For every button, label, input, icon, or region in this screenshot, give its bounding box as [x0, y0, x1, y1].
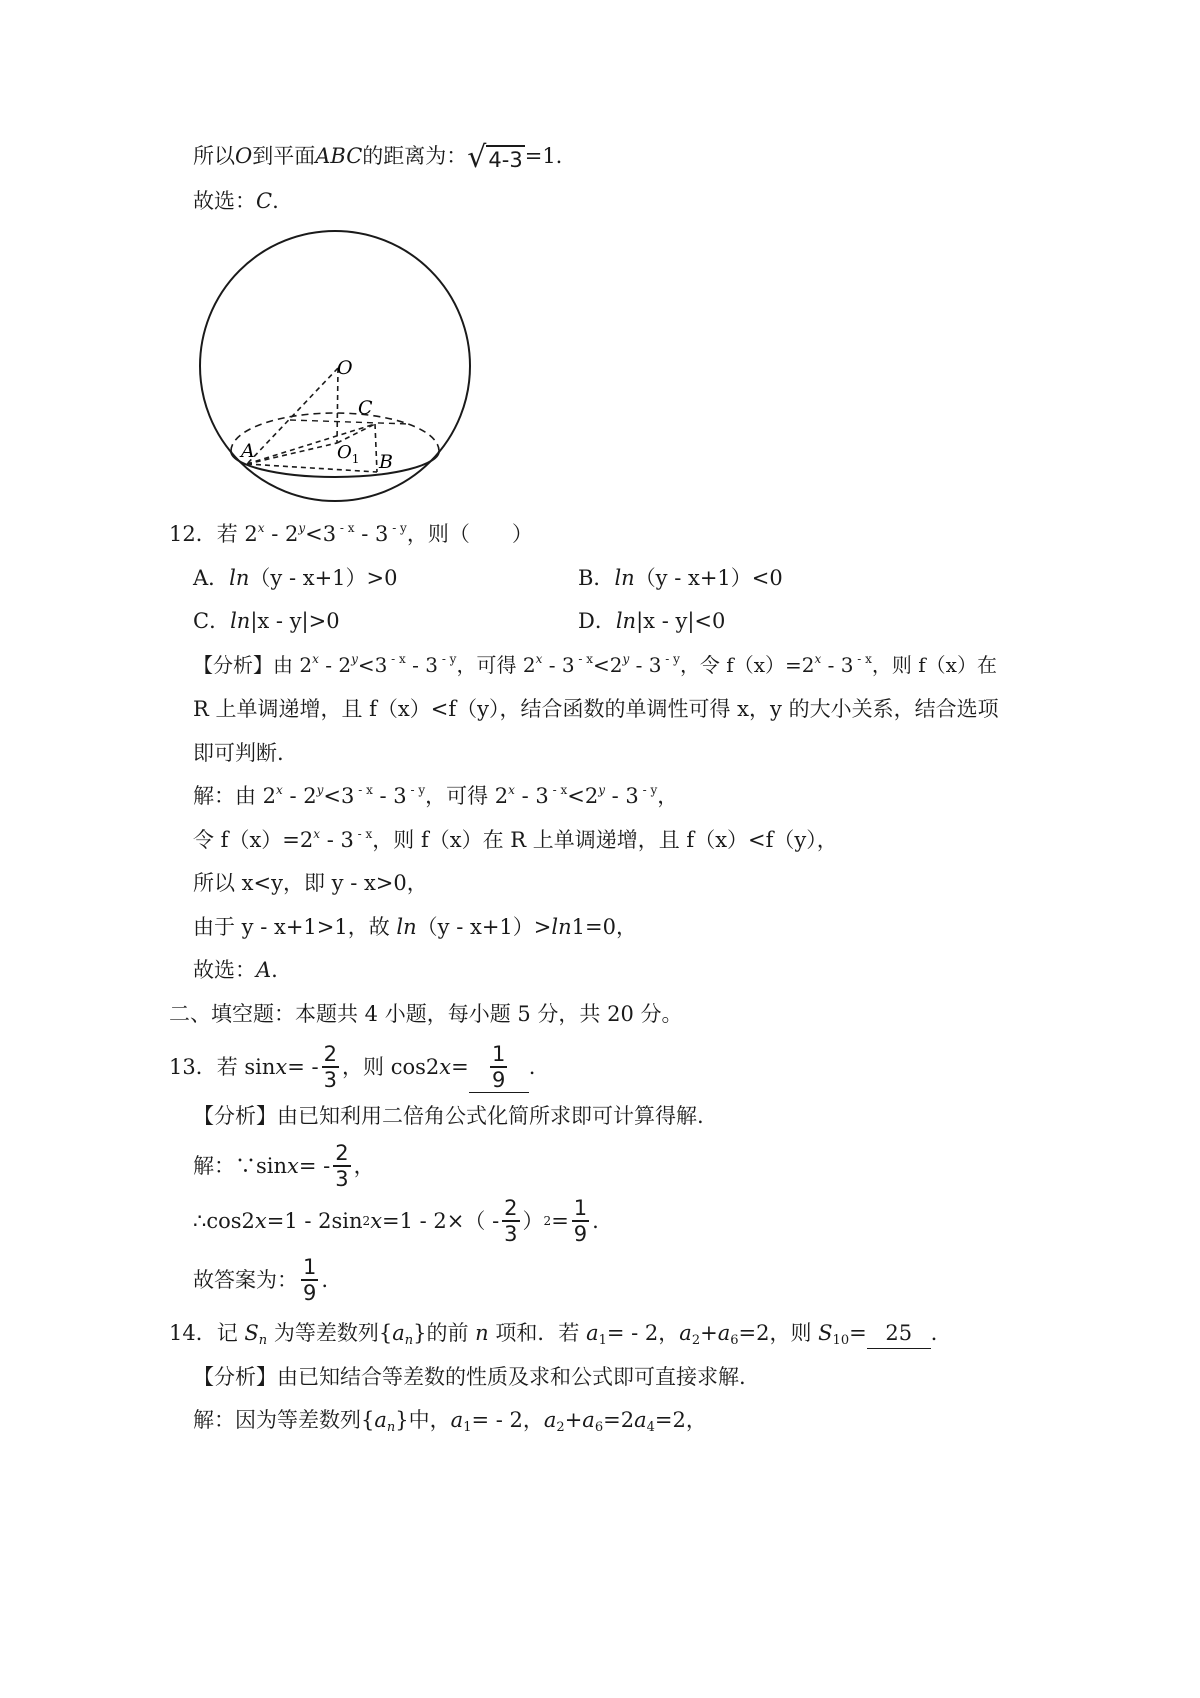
- q12-option-b: B．ln（y - x+1）<0: [578, 566, 783, 590]
- segment-oo1: [337, 368, 338, 443]
- q13-analysis: 【分析】由已知利用二倍角公式化简所求即可计算得解.: [193, 1104, 704, 1128]
- label-c: C: [358, 397, 373, 419]
- fraction: $\frac{2}{3}$: [323, 1042, 338, 1092]
- answer-blank: $\frac{1}{9}$: [469, 1042, 529, 1093]
- q12-stem: 12．若 $2^x - 2^y<3$ $^{- x}$ - 3 $^{- y}$，则（ ）: [169, 521, 533, 546]
- q14-solution-line1: 解：因为等差数列$\{a_n\}$中，$a_1= - 2$，$a_2+a_6=2a_4=2$，: [193, 1408, 707, 1435]
- q12-analysis-line2: R 上单调递增，且 f（x）<f（y），结合函数的单调性可得 x，y 的大小关系，结合选项: [193, 697, 999, 721]
- q12-analysis-line1: 【分析】由 $2^x - 2^y<3$ $^{- x}$ - 3 $^{- y}$，可得 2$^x$ - 3 $^{- x}<2^y - 3$ $^{- y}$，令 $f(x)=2^x - 3$ $^{- x}$，则 f（x）在: [193, 652, 997, 677]
- segment-ao1: [247, 443, 337, 464]
- fraction: $\frac{1}{9}$: [303, 1255, 317, 1305]
- label-a: A: [241, 440, 255, 462]
- q12-option-a: A．ln（y - x+1）>0: [193, 566, 398, 590]
- q13-stem: 13．若 sin x = - $\frac{2}{3}$ ，则 cos2 x = $\frac{1}{9}$ .: [169, 1041, 536, 1092]
- fraction: $\frac{2}{3}$: [504, 1196, 518, 1246]
- q12-solution-line1: 解：由 $2^x - 2^y<3$ $^{- x}$ - 3 $^{- y}$，可得 2$^x$ - 3 $^{- x}<2^y - 3$ $^{- y}$，: [193, 783, 679, 808]
- label-b: B: [379, 451, 393, 473]
- q14-stem: 14．记 $S_n$ 为等差数列$\{a_n\}$的前 n 项和．若 $a_1= - 2$，$a_2+a_6=2$，则 $S_{10}= 25$ ．: [169, 1318, 952, 1349]
- q12-option-d: D．ln|x - y|<0: [578, 609, 726, 633]
- fraction: $\frac{1}{9}$: [573, 1196, 588, 1246]
- sqrt-expression: √ 4-3: [467, 139, 523, 175]
- circle-back-dashed: [231, 413, 439, 451]
- q13-solution-line1: 解：∵sin x = - $\frac{2}{3}$ ，: [193, 1141, 375, 1191]
- section-two-heading: 二、填空题：本题共 4 小题，每小题 5 分，共 20 分。: [169, 1002, 683, 1026]
- sphere-figure: [195, 228, 475, 508]
- q12-answer: 故选：A.: [193, 958, 278, 982]
- label-o: O: [337, 357, 353, 379]
- q12-analysis-line3: 即可判断.: [193, 741, 284, 765]
- answer-line-11: 故选：C.: [193, 189, 279, 213]
- q13-solution-line2: ∴cos2 x =1 - 2sin 2 x =1 - 2×（ - $\frac{2}{3}$ ） 2 = $\frac{1}{9}$ .: [193, 1196, 599, 1246]
- label-o1: $O_1$: [337, 442, 360, 466]
- q12-solution-line3: 所以 x<y，即 y - x>0，: [193, 871, 428, 895]
- q12-solution-line4: 由于 y - x+1>1，故 ln（y - x+1）>ln1=0，: [193, 915, 637, 939]
- q14-analysis: 【分析】由已知结合等差数的性质及求和公式即可直接求解.: [193, 1365, 746, 1389]
- fraction: $\frac{2}{3}$: [335, 1141, 349, 1191]
- circle-front-arc: [231, 451, 439, 477]
- segment-cb: [375, 424, 377, 472]
- q13-answer: 故答案为： $\frac{1}{9}$ .: [193, 1255, 329, 1305]
- answer-blank: 25: [867, 1318, 931, 1349]
- section-chord-dashed: [290, 420, 410, 424]
- distance-conclusion-line: 所以O到平面ABC的距离为： √ 4-3 =1.: [193, 139, 563, 175]
- q12-option-c: C．ln|x - y|>0: [193, 609, 340, 633]
- q12-solution-line2: 令 $f(x)=2^x - 3$ $^{- x}$，则 f（x）在 R 上单调递增，且 f（x）<f（y），: [193, 827, 838, 852]
